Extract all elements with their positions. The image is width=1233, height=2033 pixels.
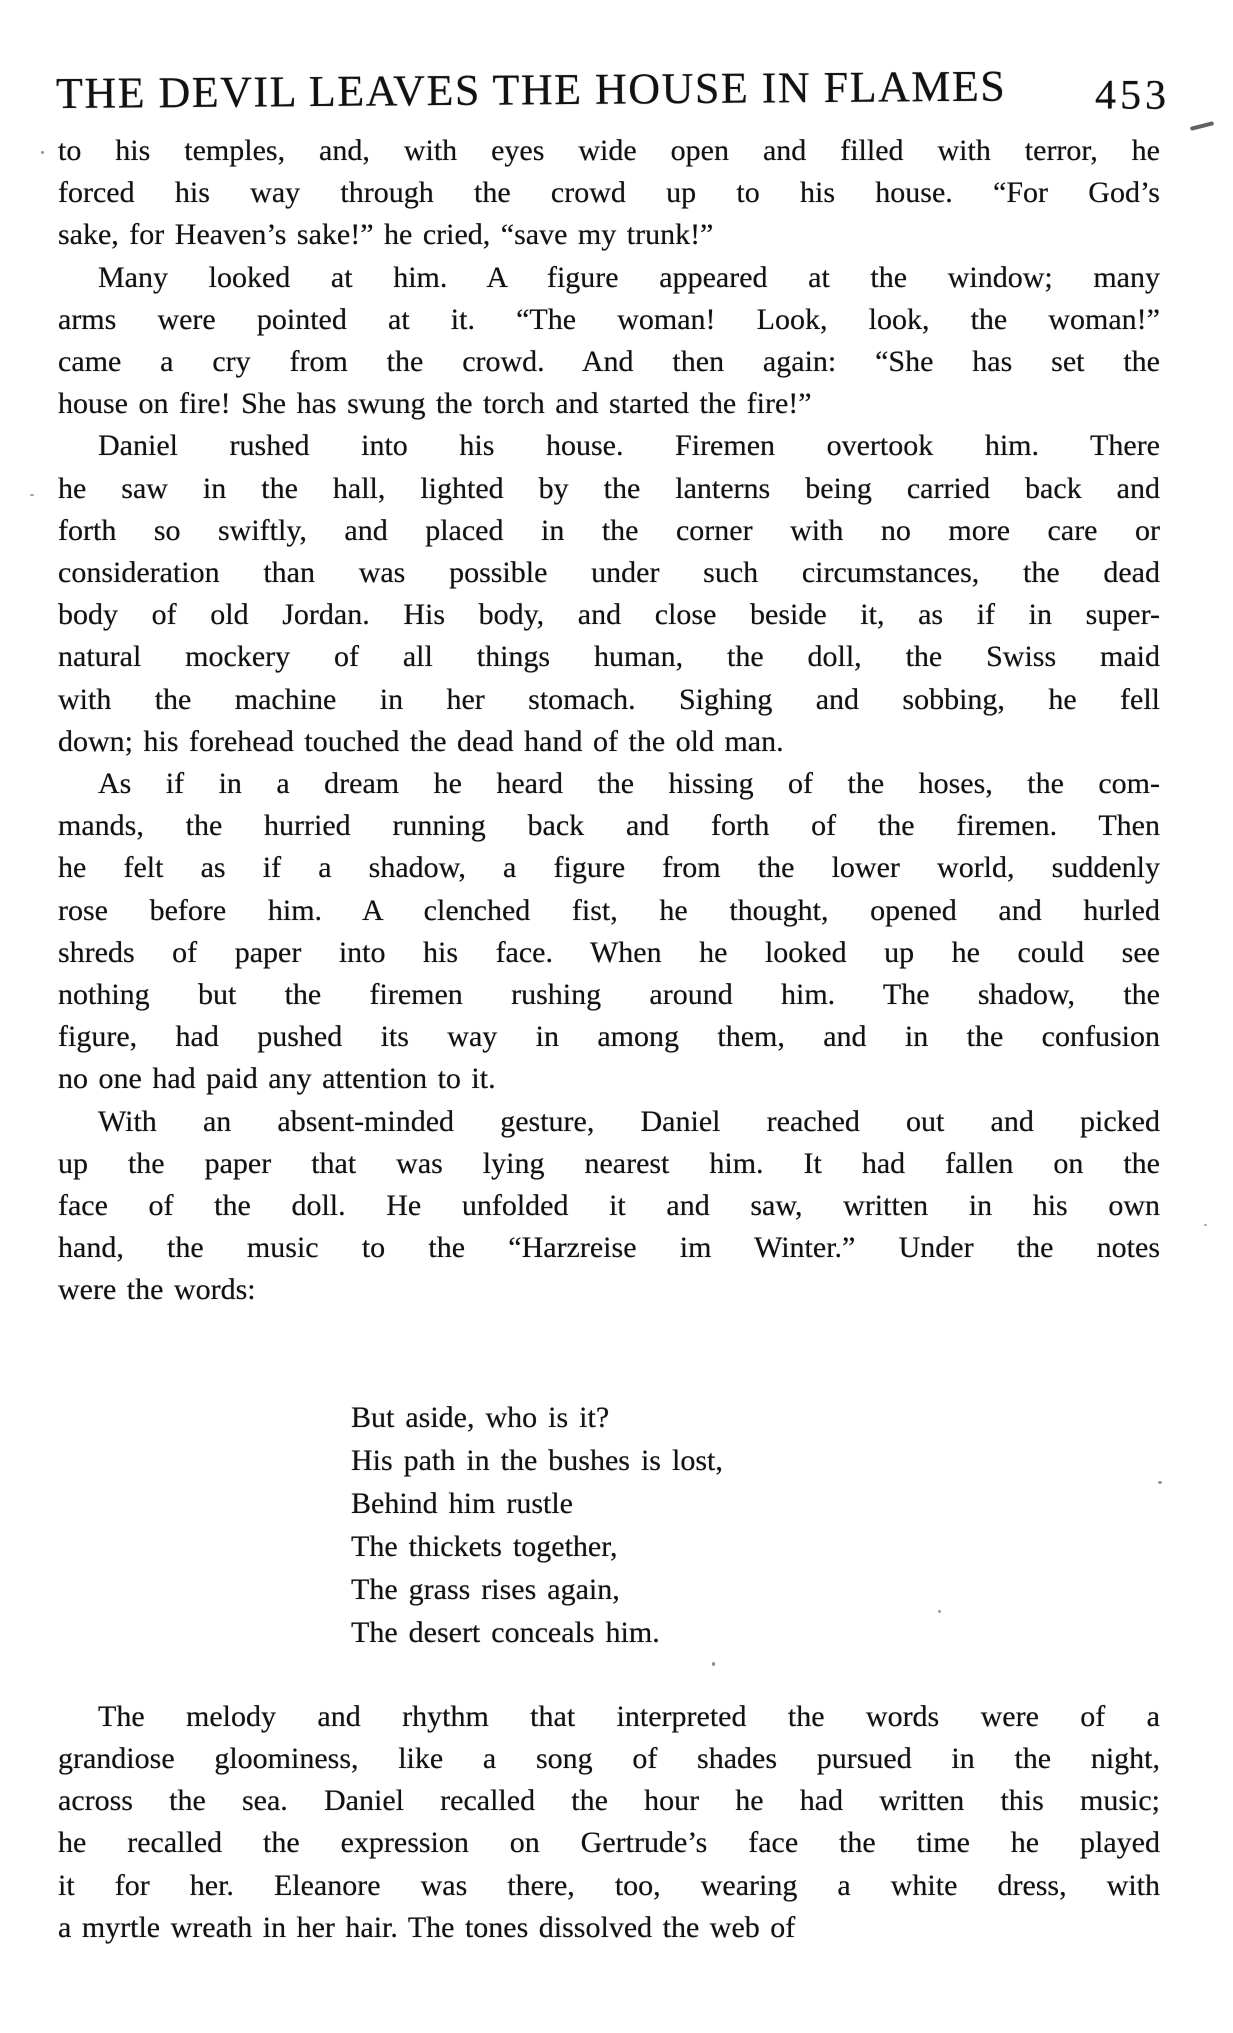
verse-line: Behind him rustle: [351, 1486, 573, 1520]
text-line: shreds of paper into his face. When he looked up he could see: [58, 935, 1160, 969]
text-line: Daniel rushed into his house. Firemen overtook him. There: [98, 429, 1160, 463]
text-line: rose before him. A clenched fist, he thought, opened and hurled: [58, 893, 1160, 927]
text-line: no one had paid any attention to it.: [58, 1062, 496, 1096]
text-line: down; his forehead touched the dead hand of the old man.: [58, 724, 784, 758]
text-line: arms were pointed at it. “The woman! Look, look, the woman!”: [58, 302, 1160, 336]
page-number: 453: [1094, 72, 1171, 119]
paragraph: [58, 763, 1160, 1101]
paragraph: [58, 425, 1160, 763]
body-text: [58, 130, 1160, 1949]
paragraph: [58, 130, 1160, 257]
scan-speck: [1158, 1481, 1162, 1484]
verse-line: The desert conceals him.: [351, 1615, 660, 1649]
text-line: figure, had pushed its way in among them, and in the confusion: [58, 1020, 1160, 1054]
scan-speck: [938, 1610, 941, 1613]
paragraph: [58, 257, 1160, 426]
text-line: house on fire! She has swung the torch and started the fire!”: [58, 387, 812, 421]
scan-mark-dash: [1190, 121, 1214, 131]
text-line: mands, the hurried running back and forth of the firemen. Then: [58, 809, 1160, 843]
text-line: sake, for Heaven’s sake!” he cried, “save my trunk!”: [58, 218, 714, 252]
verse-line: His path in the bushes is lost,: [351, 1443, 723, 1477]
verse-line: The thickets together,: [351, 1529, 618, 1563]
text-line: consideration than was possible under such circumstances, the dead: [58, 556, 1160, 590]
scan-speck: [1204, 1224, 1207, 1226]
text-line: The melody and rhythm that interpreted the words were of a: [98, 1699, 1160, 1733]
verse-block: [351, 1396, 1160, 1654]
text-line: forced his way through the crowd up to his house. “For God’s: [58, 176, 1160, 210]
paragraph: [58, 1101, 1160, 1312]
verse-line: But aside, who is it?: [351, 1400, 610, 1434]
chapter-title: THE DEVIL LEAVES THE HOUSE IN FLAMES: [55, 61, 1007, 118]
scan-speck: [712, 1662, 715, 1666]
text-line: he recalled the expression on Gertrude’s face the time he played: [58, 1826, 1160, 1860]
text-line: With an absent-minded gesture, Daniel reached out and picked: [98, 1104, 1160, 1138]
text-line: hand, the music to the “Harzreise im Winter.” Under the notes: [58, 1231, 1160, 1265]
text-line: a myrtle wreath in her hair. The tones dissolved the web of: [58, 1910, 796, 1944]
text-line: to his temples, and, with eyes wide open and filled with terror, he: [58, 134, 1160, 167]
text-line: it for her. Eleanore was there, too, wearing a white dress, with: [58, 1868, 1160, 1902]
text-line: he felt as if a shadow, a figure from the lower world, suddenly: [58, 851, 1160, 885]
text-line: he saw in the hall, lighted by the lanterns being carried back and: [58, 471, 1160, 505]
text-line: body of old Jordan. His body, and close beside it, as if in super-: [58, 598, 1160, 632]
text-line: Many looked at him. A figure appeared at the window; many: [98, 260, 1160, 294]
scan-speck: [30, 494, 34, 496]
text-line: natural mockery of all things human, the doll, the Swiss maid: [58, 640, 1160, 674]
text-line: up the paper that was lying nearest him. It had fallen on the: [58, 1146, 1160, 1180]
text-line: grandiose gloominess, like a song of shades pursued in the night,: [58, 1741, 1160, 1775]
verse-line: The grass rises again,: [351, 1572, 620, 1606]
text-line: As if in a dream he heard the hissing of the hoses, the com-: [98, 767, 1160, 801]
text-line: forth so swiftly, and placed in the corner with no more care or: [58, 513, 1160, 547]
text-line: nothing but the firemen rushing around him. The shadow, the: [58, 978, 1160, 1012]
text-line: came a cry from the crowd. And then again: “She has set the: [58, 345, 1160, 379]
text-line: face of the doll. He unfolded it and saw, written in his own: [58, 1189, 1160, 1223]
scan-speck: [41, 151, 44, 154]
running-head: [55, 61, 1171, 119]
text-line: across the sea. Daniel recalled the hour he had written this music;: [58, 1784, 1160, 1818]
paragraph: [58, 1696, 1160, 1949]
text-line: were the words:: [58, 1273, 256, 1307]
text-line: with the machine in her stomach. Sighing and sobbing, he fell: [58, 682, 1160, 716]
